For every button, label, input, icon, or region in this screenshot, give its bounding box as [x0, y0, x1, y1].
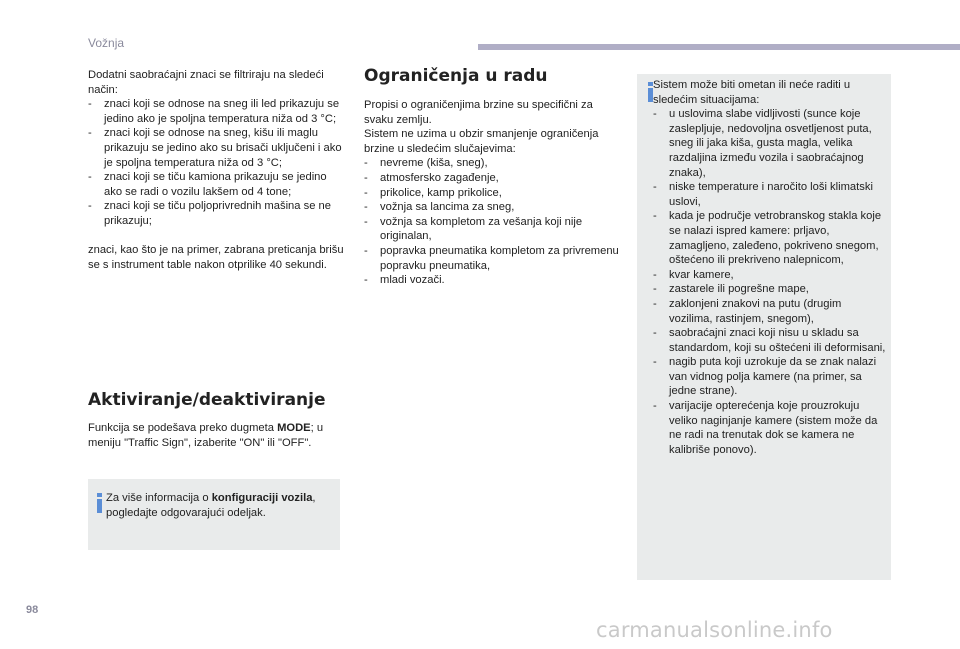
info-text-bold: konfiguraciji vozila	[211, 492, 313, 504]
dash-mark: -	[653, 210, 657, 223]
list-item	[653, 180, 887, 209]
info-text-before: Za više informacija o	[106, 492, 212, 504]
dash-mark: -	[88, 200, 92, 213]
list-item	[364, 215, 622, 244]
list-item-text: znaci koji se odnose na sneg, kišu ili maglu prikazuju se jedino ako su brisači uključeni i ako je spoljna temperatura niža od 3 °C;	[104, 127, 342, 169]
list-item-text: nagib puta koji uzrokuje da se znak nalazi van vidnog polja kamere (na primer, sa jedne strane).	[669, 356, 877, 398]
list-item	[364, 273, 622, 288]
section-title-activation: Aktiviranje/deaktiviranje	[88, 390, 326, 410]
list-item	[88, 126, 344, 170]
info-text	[106, 491, 336, 520]
dash-mark: -	[653, 327, 657, 340]
list-item	[653, 209, 887, 267]
list-item	[653, 399, 887, 457]
list-item	[653, 297, 887, 326]
dash-mark: -	[653, 400, 657, 413]
list-item-text: znaci koji se odnose na sneg ili led prikazuju se jedino ako je spoljna temperatura niža od 3 °C;	[104, 98, 340, 125]
mode-button-name: MODE	[277, 422, 311, 434]
page-number: 98	[26, 604, 39, 616]
limits-list	[364, 156, 622, 287]
list-item-text: zaklonjeni znakovi na putu (drugim vozilima, rastinjem, snegom),	[669, 297, 842, 325]
list-item-text: saobraćajni znaci koji nisu u skladu sa standardom, koji su oštećeni ili deformisani,	[669, 327, 886, 354]
dash-mark: -	[364, 186, 368, 199]
dash-mark: -	[653, 181, 657, 194]
header-title: Vožnja	[88, 36, 125, 50]
list-item	[88, 97, 344, 126]
watermark: carmanualsonline.info	[596, 618, 833, 642]
list-item-text: kvar kamere,	[669, 268, 734, 281]
dash-mark: -	[364, 244, 368, 257]
list-item	[653, 107, 887, 180]
list-item-text: nevreme (kiša, sneg),	[380, 157, 488, 170]
dash-mark: -	[364, 215, 368, 228]
list-item	[653, 355, 887, 399]
list-item	[653, 282, 887, 297]
list-item	[653, 326, 887, 355]
limits-para-2: Sistem ne uzima u obzir smanjenje ograničenja brzine u sledećim slučajevima:	[364, 128, 599, 155]
list-item-text: u uslovima slabe vidljivosti (sunce koje zaslepljuje, nedovoljna osvetljenost puta, sneg ili jaka kiša, gusta magla, velika razdaljina između vozila i saobraćajnog znaka),	[669, 108, 872, 179]
list-item	[364, 186, 622, 201]
list-item	[88, 170, 344, 199]
dash-mark: -	[653, 283, 657, 296]
list-item-text: znaci koji se tiču poljoprivrednih mašina se ne prikazuju;	[104, 200, 331, 227]
list-item	[653, 268, 887, 283]
list-item	[364, 244, 622, 273]
list-item	[88, 199, 344, 228]
filter-outro: znaci, kao što je na primer, zabrana preticanja brišu se s instrument table nakon otprilike 40 sekundi.	[88, 244, 344, 271]
column-middle	[364, 66, 622, 288]
warning-intro: Sistem može biti ometan ili neće raditi u sledećim situacijama:	[653, 79, 851, 106]
dash-mark: -	[364, 157, 368, 170]
info-icon	[96, 493, 104, 513]
dash-mark: -	[653, 297, 657, 310]
list-item	[364, 200, 622, 215]
list-item-text: niske temperature i naročito loši klimatski uslovi,	[669, 181, 873, 208]
list-item-text: mladi vozači.	[380, 274, 445, 287]
list-item-text: popravka pneumatika kompletom za privremenu popravku pneumatika,	[380, 244, 619, 272]
column-left	[88, 68, 344, 272]
warning-box	[637, 74, 891, 580]
list-item	[364, 156, 622, 171]
list-item-text: znaci koji se tiču kamiona prikazuju se jedino ako se radi o vozilu lakšem od 4 tone;	[104, 171, 327, 198]
section-title-limits: Ograničenja u radu	[364, 66, 548, 86]
list-item-text: vožnja sa lancima za sneg,	[380, 201, 515, 214]
list-item-text: zastarele ili pogrešne mape,	[669, 283, 809, 296]
filter-list	[88, 97, 344, 228]
list-item-text: prikolice, kamp prikolice,	[380, 186, 502, 199]
limits-para-1: Propisi o ograničenjima brzine su specifični za svaku zemlju.	[364, 99, 593, 126]
list-item-text: vožnja sa kompletom za vešanja koji nije originalan,	[380, 215, 583, 243]
warning-text	[653, 78, 887, 457]
header-bar	[478, 44, 960, 50]
filter-intro: Dodatni saobraćajni znaci se filtriraju na sledeći način:	[88, 69, 324, 96]
activation-text	[88, 421, 344, 450]
dash-mark: -	[364, 171, 368, 184]
dash-mark: -	[653, 108, 657, 121]
dash-mark: -	[653, 356, 657, 369]
dash-mark: -	[364, 201, 368, 214]
list-item	[364, 171, 622, 186]
dash-mark: -	[653, 268, 657, 281]
activation-text-before: Funkcija se podešava preko dugmeta	[88, 422, 278, 434]
dash-mark: -	[88, 127, 92, 140]
info-box	[88, 479, 340, 550]
list-item-text: kada je područje vetrobranskog stakla koje se nalazi ispred kamere: prljavo, zamagljeno, zaleđeno, pokriveno snegom, oštećeno ili prekriveno nalepnicom,	[669, 210, 882, 267]
info-text-after: , pogledajte odgovarajući odeljak.	[106, 492, 316, 519]
activation-text-after: ; u meniju "Traffic Sign", izaberite "ON" ili "OFF".	[88, 422, 324, 449]
list-item-text: atmosfersko zagađenje,	[380, 171, 499, 184]
dash-mark: -	[88, 98, 92, 111]
list-item-text: varijacije opterećenja koje prouzrokuju veliko naginjanje kamere (sistem može da ne radi na trenutak dok se kamera ne kalibriše ponovo).	[669, 400, 878, 456]
dash-mark: -	[88, 171, 92, 184]
warning-list	[653, 107, 887, 457]
dash-mark: -	[364, 274, 368, 287]
